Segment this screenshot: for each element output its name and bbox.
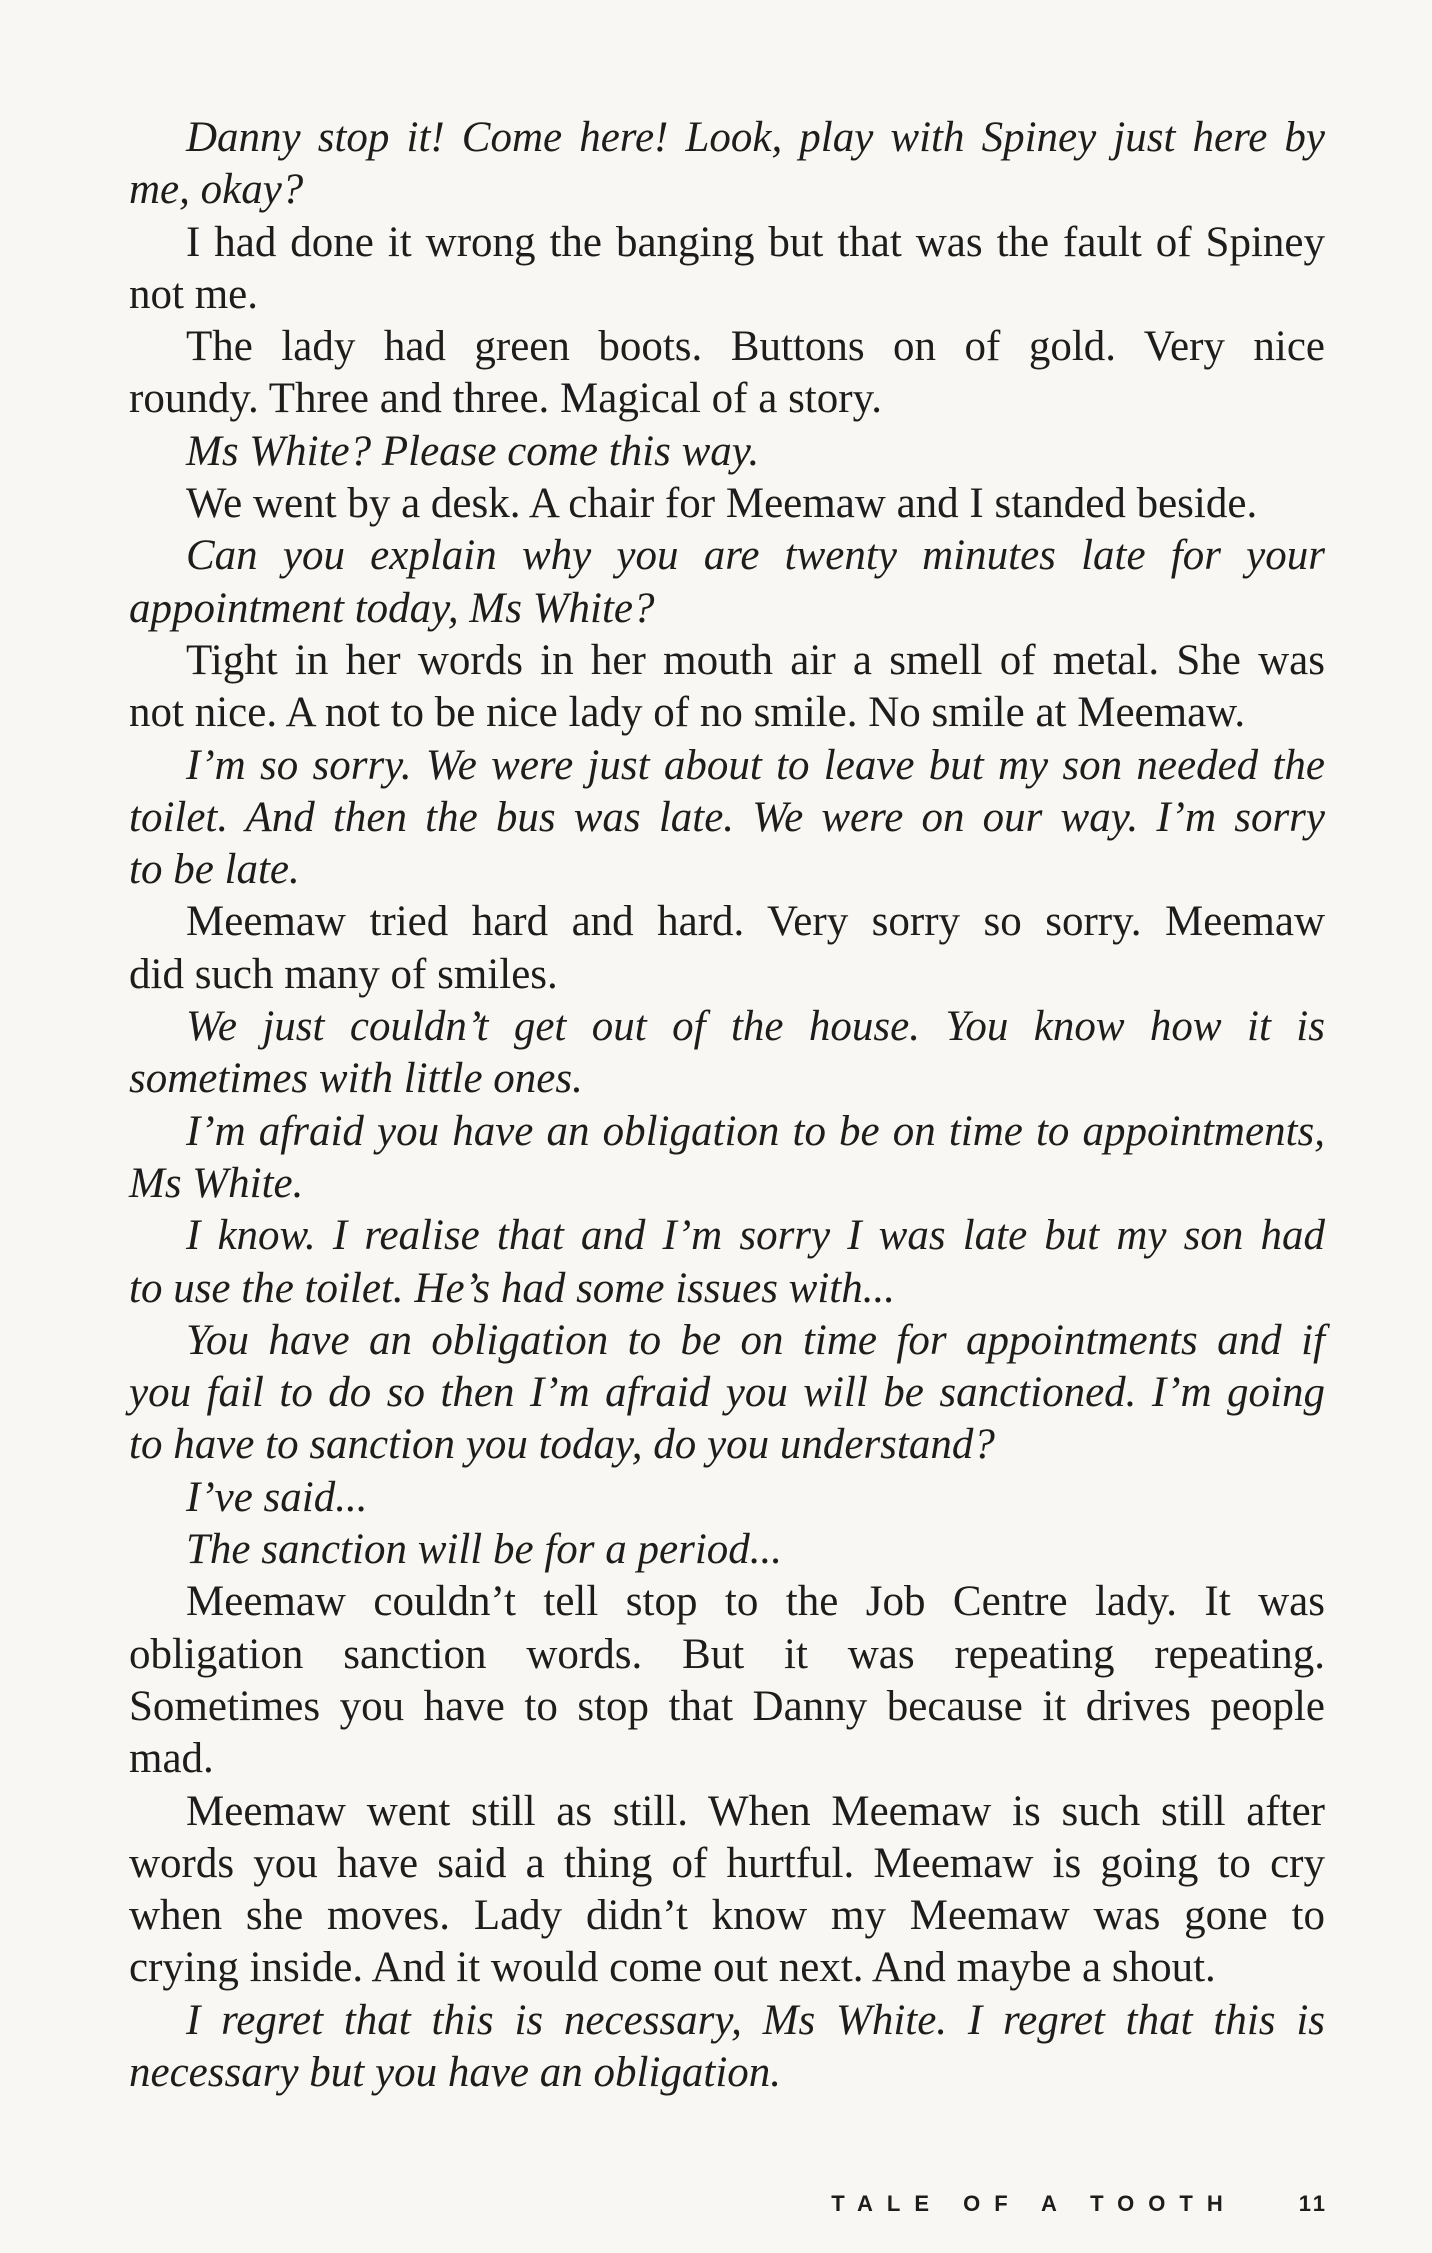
text-line: The sanction will be for a period... [186, 1526, 783, 1574]
text-line: I regret that this is necessary, Ms White. I regret that this is [186, 1996, 1325, 2044]
text-line: Ms White. [129, 1159, 304, 1207]
text-line: you fail to do so then I’m afraid you will be sanctioned. I’m going [129, 1369, 1325, 1417]
text-line: The lady had green boots. Buttons on of gold. Very nice [186, 323, 1325, 371]
text-line: I had done it wrong the banging but that was the fault of Spiney [186, 218, 1325, 266]
paragraph [129, 321, 1325, 426]
running-footer [831, 2190, 1328, 2218]
paragraph [129, 1210, 1325, 1315]
text-line: I’ve said... [186, 1473, 368, 1521]
body-text [129, 112, 1325, 2099]
paragraph [129, 740, 1325, 897]
text-line: did such many of smiles. [129, 950, 558, 998]
text-line: not nice. A not to be nice lady of no smile. No smile at Meemaw. [129, 689, 1246, 737]
paragraph [129, 1576, 1325, 1785]
text-line: toilet. And then the bus was late. We were on our way. I’m sorry [129, 793, 1325, 841]
paragraph [129, 896, 1325, 1001]
text-line: necessary but you have an obligation. [129, 2048, 782, 2096]
text-line: crying inside. And it would come out next. And maybe a shout. [129, 1944, 1216, 1992]
paragraph [129, 1106, 1325, 1211]
paragraph [129, 217, 1325, 322]
text-line: to be late. [129, 846, 300, 894]
text-line: I’m afraid you have an obligation to be on time to appointments, [186, 1107, 1325, 1155]
text-line: Danny stop it! Come here! Look, play with Spiney just here by [186, 114, 1325, 161]
running-title: TALE OF A TOOTH [831, 2191, 1237, 2216]
text-line: Meemaw tried hard and hard. Very sorry so sorry. Meemaw [186, 898, 1325, 946]
text-line: obligation sanction words. But it was repeating repeating. [129, 1630, 1325, 1678]
paragraph [129, 1995, 1325, 2100]
text-line: to use the toilet. He’s had some issues with... [129, 1264, 896, 1312]
text-line: We just couldn’t get out of the house. You know how it is [186, 1003, 1325, 1051]
text-line: to have to sanction you today, do you understand? [129, 1421, 995, 1469]
text-line: Tight in her words in her mouth air a smell of metal. She was [186, 636, 1325, 684]
paragraph [129, 478, 1325, 530]
paragraph [129, 530, 1325, 635]
text-line: me, okay? [129, 166, 304, 214]
paragraph [129, 635, 1325, 740]
text-line: not me. [129, 270, 258, 318]
paragraph [129, 1472, 1325, 1524]
text-line: Can you explain why you are twenty minutes late for your [186, 532, 1325, 580]
text-line: appointment today, Ms White? [129, 584, 655, 632]
paragraph [129, 1001, 1325, 1106]
text-line: Meemaw couldn’t tell stop to the Job Centre lady. It was [186, 1578, 1325, 1626]
text-line: mad. [129, 1735, 214, 1783]
text-line: Ms White? Please come this way. [186, 427, 760, 475]
text-line: I know. I realise that and I’m sorry I was late but my son had [186, 1212, 1325, 1260]
text-line: when she moves. Lady didn’t know my Meemaw was gone to [129, 1892, 1325, 1940]
paragraph [129, 1315, 1325, 1472]
text-line: words you have said a thing of hurtful. Meemaw is going to cry [129, 1839, 1325, 1887]
page-number: 11 [1298, 2191, 1328, 2216]
paragraph [129, 1786, 1325, 1995]
text-line: I’m so sorry. We were just about to leave but my son needed the [186, 741, 1325, 789]
paragraph [129, 112, 1325, 217]
text-line: We went by a desk. A chair for Meemaw and I standed beside. [186, 480, 1258, 528]
text-line: You have an obligation to be on time for appointments and if [186, 1316, 1325, 1364]
text-line: Meemaw went still as still. When Meemaw is such still after [186, 1787, 1325, 1835]
paragraph [129, 1524, 1325, 1576]
text-line: roundy. Three and three. Magical of a story. [129, 375, 883, 423]
paragraph [129, 426, 1325, 478]
text-line: Sometimes you have to stop that Danny because it drives people [129, 1682, 1325, 1730]
text-line: sometimes with little ones. [129, 1055, 583, 1103]
